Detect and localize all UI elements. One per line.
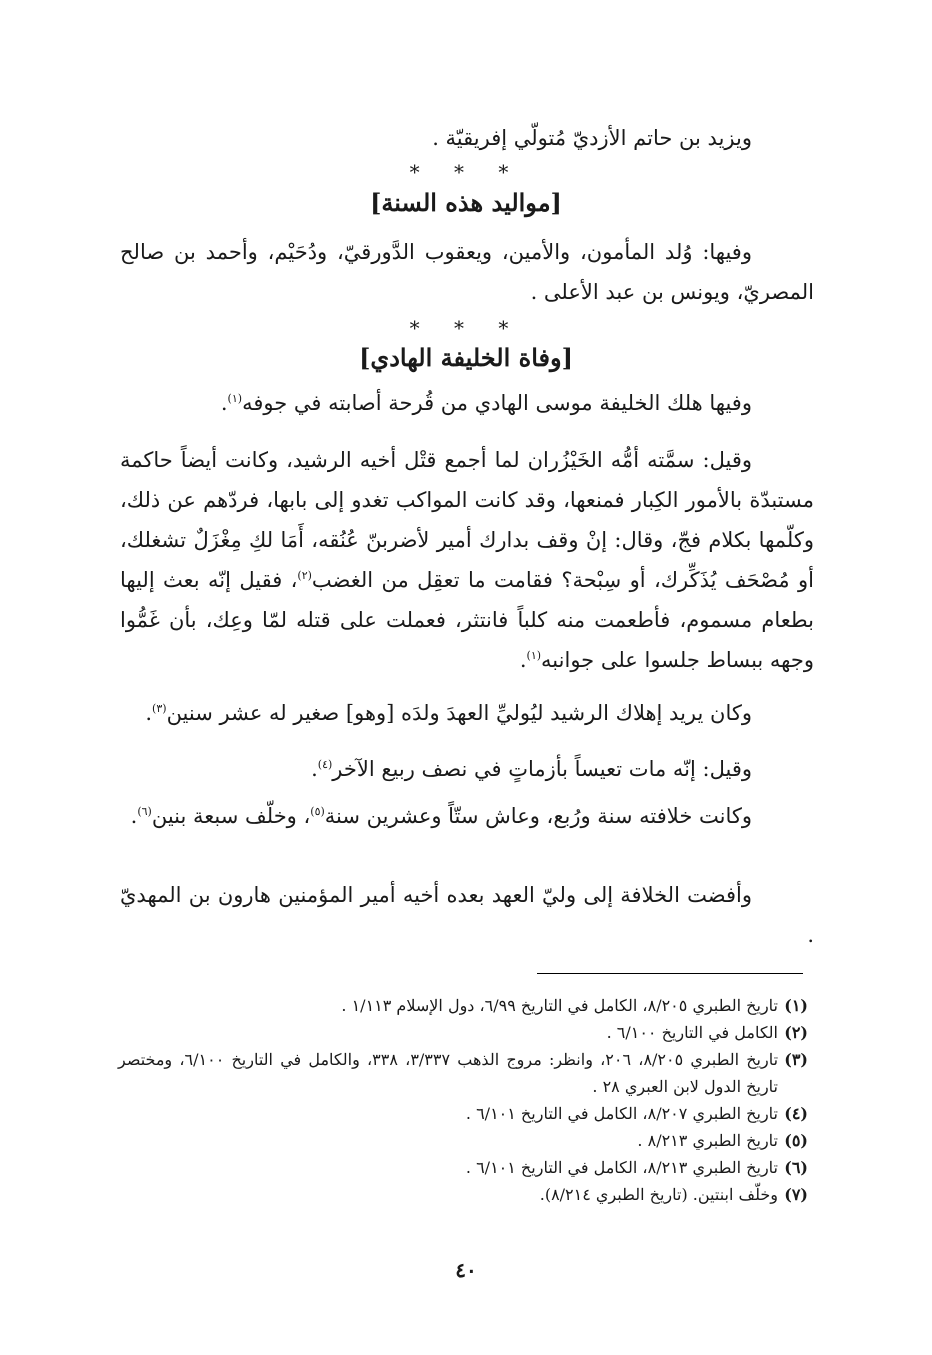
death-paragraph-3 [120,693,814,733]
footnote-text: تاريخ الطبري ٨/٢١٣ . [637,1131,778,1150]
death-paragraph-1 [120,383,814,423]
intro-line: ويزيد بن حاتم الأزديّ مُتولّي إفريقيّة . [432,126,752,150]
death-paragraph-6: وأفضت الخلافة إلى وليّ العهد بعده أخيه أمير المؤمنين هارون بن المهديّ . [120,883,814,947]
paragraph-text: ، فقيل إنّه بعث إليها بطعام مسموم، فأطعمت منه كلباً فانتثر، فعملت على قتله لمّا وعِك، بأن غَمُّوا وجهه ببساط جلسوا على جوانبه [120,568,814,672]
paragraph-end: . [220,391,228,415]
footnote-ref: (١) [526,649,542,662]
footnote-ref: (٥) [310,805,325,818]
footnote-text: وخلّف ابنتين. (تاريخ الطبري ٨/٢١٤). [539,1185,778,1204]
death-paragraph-2 [120,440,814,680]
footnote-text: تاريخ الطبري ٨/٢٠٥، ٢٠٦، وانظر: مروج الذهب ٣/٣٣٧، ٣٣٨، والكامل في التاريخ ٦/١٠٠، ومختصر تاريخ الدول لابن العبري ٢٨ . [118,1050,779,1096]
footnote-ref: (٦) [137,805,152,818]
births-paragraph: وفيها: وُلد المأمون، والأمين، ويعقوب الدَّورقيّ، ودُحَيْم، وأحمد بن صالح المصريّ، ويونس بن عبد الأعلى . [120,240,814,304]
footnote-ref: (٤) [317,758,333,771]
death-paragraph-5 [120,796,814,836]
paragraph-text: وكانت خلافته سنة ورُبع، وعاش ستّاً وعشرين سنة [324,804,752,828]
footnote-item [118,1019,808,1046]
section-divider-stars: * * * [409,316,523,340]
footnote-item [118,1100,808,1127]
paragraph-text: وكان يريد إهلاك الرشيد ليُوليِّ العهدَ ولدَه [وهو] صغير له عشر سنين [166,701,752,725]
footnote-ref: (٣) [152,702,167,715]
death-heading: [وفاة الخليفة الهادي] [359,343,573,372]
footnote-text: تاريخ الطبري ٨/٢٠٧، الكامل في التاريخ ٦/١٠١ . [465,1104,778,1123]
footnote-number: (٥) [784,1131,808,1150]
footnote-item [118,1127,808,1154]
footnote-text: الكامل في التاريخ ٦/١٠٠ . [606,1023,778,1042]
footnote-number: (١) [784,996,808,1015]
paragraph-end: . [145,701,153,725]
paragraph-text: وقيل: إنّه مات تعيساً بأزماتٍ في نصف ربيع الآخر [332,757,752,781]
footnote-item [118,1046,808,1100]
page-number: ٤٠ [455,1258,477,1282]
footnote-text: تاريخ الطبري ٨/٢٠٥، الكامل في التاريخ ٦/٩٩، دول الإسلام ١/١١٣ . [341,996,778,1015]
footnote-text: تاريخ الطبري ٨/٢١٣، الكامل في التاريخ ٦/١٠١ . [465,1158,778,1177]
paragraph-text: وقيل: سمَّته أمُّه الخَيْزُران لما أجمع قتْل أخيه الرشيد، وكانت أيضاً حاكمة مستبدّة بالأمور الكِبار فمنعها، وقد كانت المواكب تغدو إلى بابها، فردّهم عن ذلك، وكلّمها بكلام فجّ، وقال: إنْ وقف بدارك أمير لأضربنّ عُنُقه، أَمَا لكِ مِغْزَلٌ تشغلك، أو مُصْحَف يُذَكِّرك، أو سِبْحة؟ فقامت ما تعقِل من الغضب [120,448,814,592]
death-paragraph-4 [120,749,814,789]
births-heading: [مواليد هذه السنة] [370,188,562,217]
footnote-ref: (٢) [297,569,312,582]
footnote-ref: (١) [227,392,243,405]
paragraph-text: وفيها هلك الخليفة موسى الهادي من قُرحة أصابته في جوفه [242,391,752,415]
footnote-number: (٤) [784,1104,808,1123]
section-divider-stars: * * * [409,160,523,184]
footnote-number: (٦) [784,1158,808,1177]
footnote-item [118,1181,808,1208]
paragraph-end: . [519,648,527,672]
footnotes-list [118,992,808,1208]
paragraph-end: . [130,804,138,828]
footnote-separator [537,973,803,974]
footnote-number: (٣) [784,1050,808,1069]
footnote-item [118,1154,808,1181]
footnote-number: (٧) [784,1185,808,1204]
paragraph-end: . [311,757,318,781]
footnote-number: (٢) [784,1023,808,1042]
footnote-item [118,992,808,1019]
paragraph-text: ، وخلّف سبعة بنين [151,804,311,828]
